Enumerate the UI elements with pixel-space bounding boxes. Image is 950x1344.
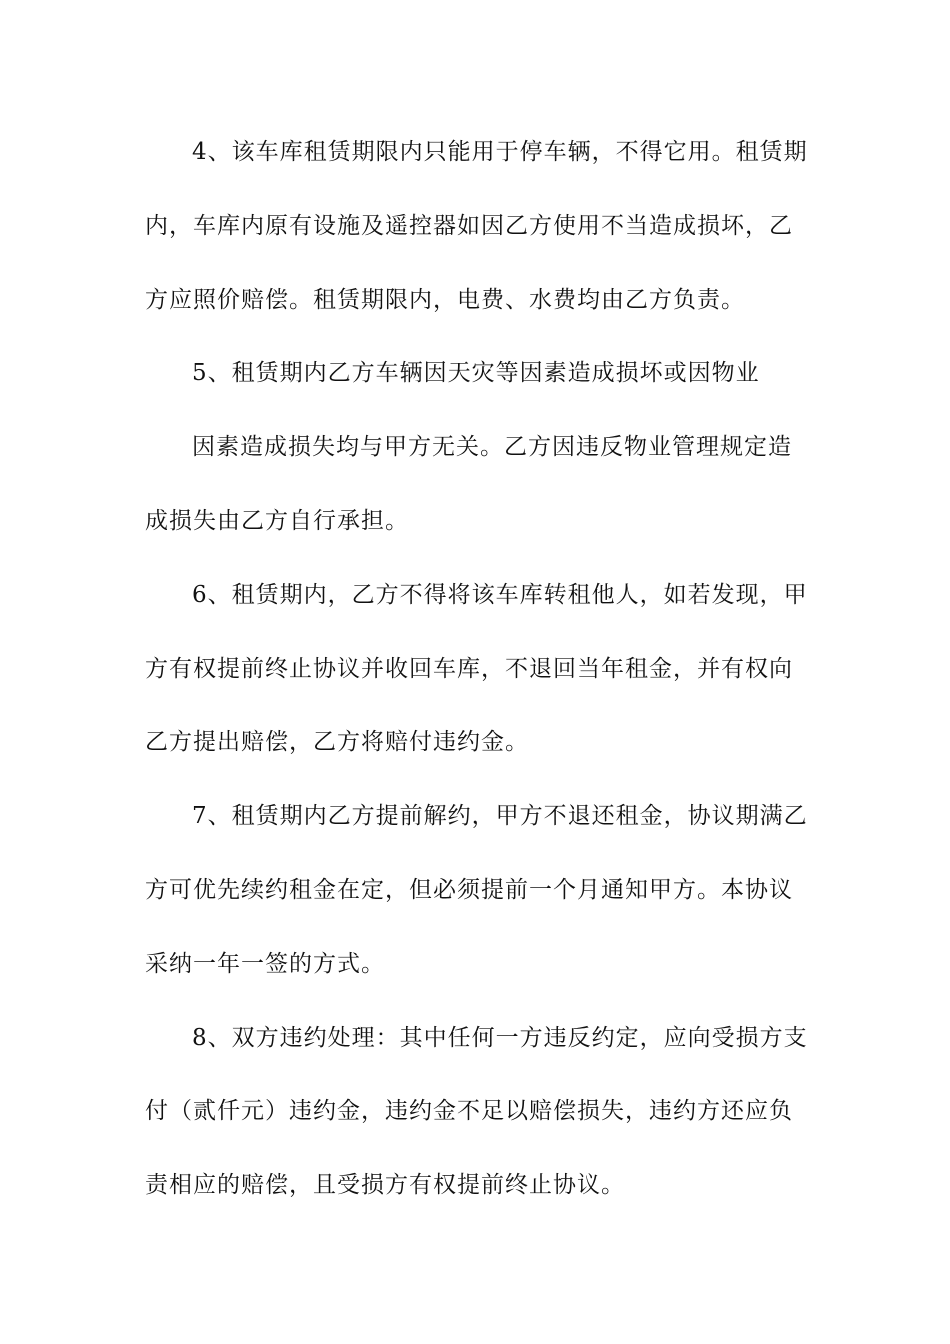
body-line: 7、租赁期内乙方提前解约，甲方不退还租金，协议期满乙 xyxy=(192,803,808,830)
body-line: 8、双方违约处理：其中任何一方违反约定，应向受损方支 xyxy=(192,1024,808,1051)
document-body xyxy=(145,128,808,1235)
body-line: 采纳一年一签的方式。 xyxy=(145,950,385,977)
body-line: 方应照价赔偿。租赁期限内，电费、水费均由乙方负责。 xyxy=(145,286,745,313)
body-line: 4、该车库租赁期限内只能用于停车辆，不得它用。租赁期 xyxy=(192,139,808,165)
body-line: 成损失由乙方自行承担。 xyxy=(145,507,409,534)
body-line: 内，车库内原有设施及遥控器如因乙方使用不当造成损坏，乙 xyxy=(145,212,793,239)
body-line: 付（贰仟元）违约金，违约金不足以赔偿损失，违约方还应负 xyxy=(145,1098,793,1125)
body-line: 6、租赁期内，乙方不得将该车库转租他人，如若发现，甲 xyxy=(192,581,808,608)
body-line: 5、租赁期内乙方车辆因天灾等因素造成损坏或因物业 xyxy=(192,360,760,387)
body-line: 方可优先续约租金在定，但必须提前一个月通知甲方。本协议 xyxy=(145,876,793,903)
body-line: 乙方提出赔偿，乙方将赔付违约金。 xyxy=(145,729,529,756)
body-line: 方有权提前终止协议并收回车库，不退回当年租金，并有权向 xyxy=(145,655,793,682)
body-line: 因素造成损失均与甲方无关。乙方因违反物业管理规定造 xyxy=(192,434,792,461)
body-line: 责相应的赔偿，且受损方有权提前终止协议。 xyxy=(145,1172,625,1199)
